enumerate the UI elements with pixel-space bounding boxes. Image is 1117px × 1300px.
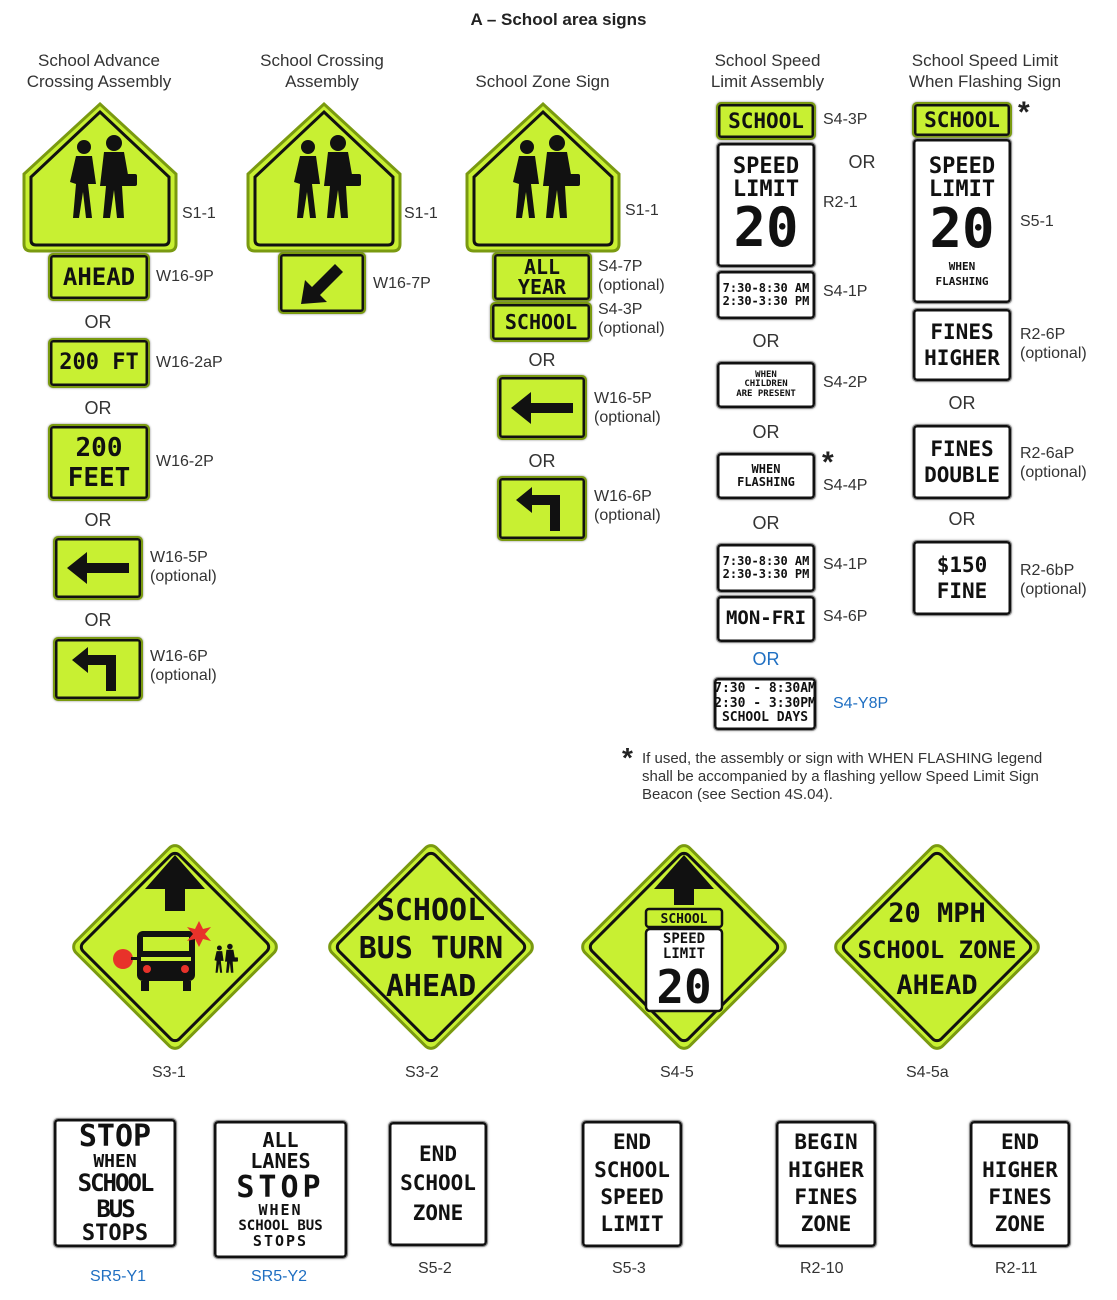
sign-text: SCHOOL bbox=[376, 893, 486, 928]
200-ft-plaque: 200 FT bbox=[48, 338, 150, 388]
code-label: S5-1 bbox=[1020, 213, 1054, 230]
code-label: S1-1 bbox=[182, 205, 216, 222]
sign-text: AHEAD bbox=[385, 969, 477, 1004]
s1-1-school-zone-sign bbox=[463, 100, 623, 255]
code-label: S4-7P (optional) bbox=[598, 258, 665, 294]
asterisk: * bbox=[622, 742, 633, 773]
diagonal-down-left-arrow-icon bbox=[295, 260, 349, 306]
when-children-present-plaque: WHEN CHILDREN ARE PRESENT bbox=[716, 361, 816, 409]
school-plaque: SCHOOL bbox=[716, 102, 816, 140]
time-plaque: 7:30-8:30 AM 2:30-3:30 PM bbox=[716, 543, 816, 593]
r2-10-begin-higher-fines-zone-sign: BEGIN HIGHER FINES ZONE bbox=[775, 1120, 877, 1248]
school-days-plaque: 7:30 - 8:30AM 2:30 - 3:30PM SCHOOL DAYS bbox=[713, 677, 817, 731]
mon-fri-plaque: MON-FRI bbox=[716, 595, 816, 643]
school-plaque: SCHOOL bbox=[912, 102, 1012, 138]
sign-text: 20 bbox=[656, 960, 712, 1014]
code-label: W16-2P bbox=[156, 453, 214, 470]
page-title: A – School area signs bbox=[470, 10, 647, 29]
speed-limit-when-flashing-sign: SPEED LIMIT 20 WHEN FLASHING bbox=[912, 138, 1012, 304]
s3-1-school-bus-stop-ahead-sign bbox=[68, 840, 282, 1054]
s1-1-school-crossing-sign bbox=[244, 100, 404, 255]
footnote: If used, the assembly or sign with WHEN FLASHING legend shall be accompanied by a flashing yellow Speed Limit Sign Beacon (see Section 4S.04). bbox=[642, 750, 1043, 803]
150-fine-plaque: $150 FINE bbox=[912, 540, 1012, 616]
code-label: S1-1 bbox=[625, 202, 659, 219]
or-label: OR bbox=[84, 398, 112, 418]
code-label: S4-6P bbox=[823, 608, 868, 625]
or-label: OR bbox=[84, 510, 112, 530]
fines-double-plaque: FINES DOUBLE bbox=[912, 424, 1012, 500]
diagonal-arrow-plaque bbox=[278, 252, 366, 314]
s4-5-school-speed-limit-ahead-sign bbox=[577, 840, 791, 1054]
sign-text: BUS TURN bbox=[358, 931, 504, 966]
or-label: OR bbox=[752, 649, 780, 669]
code-label: W16-6P (optional) bbox=[150, 648, 217, 684]
s1-1-school-crossing-sign bbox=[20, 100, 180, 255]
school-plaque: SCHOOL bbox=[490, 302, 592, 342]
code-label: S4-4P bbox=[823, 477, 868, 494]
or-label: OR bbox=[84, 610, 112, 630]
code-label: R2-6aP (optional) bbox=[1020, 445, 1087, 481]
header-school-speed-limit: School Speed Limit Assembly bbox=[710, 51, 825, 91]
or-label: OR bbox=[948, 509, 976, 529]
sign-text: SCHOOL ZONE bbox=[857, 936, 1017, 964]
asterisk: * bbox=[1018, 96, 1030, 129]
code-label: R2-11 bbox=[995, 1260, 1038, 1277]
time-plaque: 7:30-8:30 AM 2:30-3:30 PM bbox=[716, 270, 816, 320]
when-flashing-plaque: WHEN FLASHING bbox=[716, 452, 816, 500]
turn-left-arrow-icon bbox=[512, 485, 572, 533]
sign-text: SCHOOL bbox=[660, 912, 708, 927]
code-label: S5-2 bbox=[418, 1260, 452, 1277]
sign-text: LIMIT bbox=[662, 946, 706, 962]
code-label: SR5-Y2 bbox=[251, 1268, 308, 1285]
asterisk: * bbox=[822, 446, 834, 479]
s5-3-end-school-speed-limit-sign: END SCHOOL SPEED LIMIT bbox=[581, 1120, 683, 1248]
header-school-speed-limit-flashing: School Speed Limit When Flashing Sign bbox=[908, 51, 1062, 91]
s3-2-school-bus-turn-ahead-sign bbox=[324, 840, 538, 1054]
code-label: S4-Y8P bbox=[833, 695, 889, 712]
or-label: OR bbox=[752, 331, 780, 351]
header-school-zone: School Zone Sign bbox=[475, 72, 610, 91]
200-feet-plaque: 200 FEET bbox=[48, 424, 150, 501]
left-arrow-icon bbox=[507, 388, 577, 428]
code-label: W16-2aP bbox=[156, 354, 223, 371]
sign-text: SPEED bbox=[662, 931, 706, 947]
code-label: S4-3P bbox=[823, 111, 868, 128]
code-label: S4-5 bbox=[660, 1064, 694, 1081]
header-school-crossing: School Crossing Assembly bbox=[260, 51, 384, 91]
ahead-plaque: AHEAD bbox=[48, 253, 150, 301]
code-label: S4-3P (optional) bbox=[598, 301, 665, 337]
code-label: S5-3 bbox=[612, 1260, 646, 1277]
turn-arrow-plaque bbox=[497, 476, 587, 541]
code-label: S3-2 bbox=[405, 1064, 439, 1081]
code-label: W16-6P (optional) bbox=[594, 488, 661, 524]
or-label: OR bbox=[528, 350, 556, 370]
speed-limit-sign: SPEED LIMIT 20 bbox=[716, 142, 816, 268]
code-label: W16-5P (optional) bbox=[594, 390, 661, 426]
left-arrow-icon bbox=[63, 548, 133, 588]
code-label: R2-6P (optional) bbox=[1020, 326, 1087, 362]
r2-11-end-higher-fines-zone-sign: END HIGHER FINES ZONE bbox=[969, 1120, 1071, 1248]
or-label: OR bbox=[752, 513, 780, 533]
code-label: S1-1 bbox=[404, 205, 438, 222]
code-label: S3-1 bbox=[152, 1064, 186, 1081]
turn-left-arrow-icon bbox=[68, 645, 128, 693]
left-arrow-plaque bbox=[497, 375, 587, 440]
sr5-y2-all-lanes-stop-sign: ALL LANES STOP WHEN SCHOOL BUS STOPS bbox=[213, 1120, 348, 1259]
code-label: SR5-Y1 bbox=[90, 1268, 147, 1285]
code-label: S4-2P bbox=[823, 374, 868, 391]
or-label: OR bbox=[948, 393, 976, 413]
or-label: OR bbox=[848, 152, 876, 172]
header-school-advance-crossing: School Advance Crossing Assembly bbox=[26, 51, 172, 91]
or-label: OR bbox=[752, 422, 780, 442]
code-label: S4-1P bbox=[823, 556, 868, 573]
code-label: S4-5a bbox=[906, 1064, 949, 1081]
sr5-y1-stop-when-school-bus-stops-sign: STOP WHEN SCHOOL BUS STOPS bbox=[53, 1118, 177, 1248]
left-arrow-plaque bbox=[53, 536, 143, 600]
code-label: R2-1 bbox=[823, 194, 858, 211]
code-label: W16-5P (optional) bbox=[150, 549, 217, 585]
turn-arrow-plaque bbox=[53, 637, 143, 701]
code-label: W16-9P bbox=[156, 268, 214, 285]
s5-2-end-school-zone-sign: END SCHOOL ZONE bbox=[388, 1121, 488, 1247]
code-label: W16-7P bbox=[373, 275, 431, 292]
s4-5a-20-mph-school-zone-ahead-sign bbox=[830, 840, 1044, 1054]
sign-text: AHEAD bbox=[896, 970, 978, 1001]
code-label: R2-6bP (optional) bbox=[1020, 562, 1087, 598]
code-label: S4-1P bbox=[823, 283, 868, 300]
code-label: R2-10 bbox=[800, 1260, 844, 1277]
sign-text: 20 MPH bbox=[888, 898, 986, 929]
all-year-plaque: ALL YEAR bbox=[492, 252, 592, 302]
fines-higher-plaque: FINES HIGHER bbox=[912, 308, 1012, 382]
or-label: OR bbox=[84, 312, 112, 332]
or-label: OR bbox=[528, 451, 556, 471]
